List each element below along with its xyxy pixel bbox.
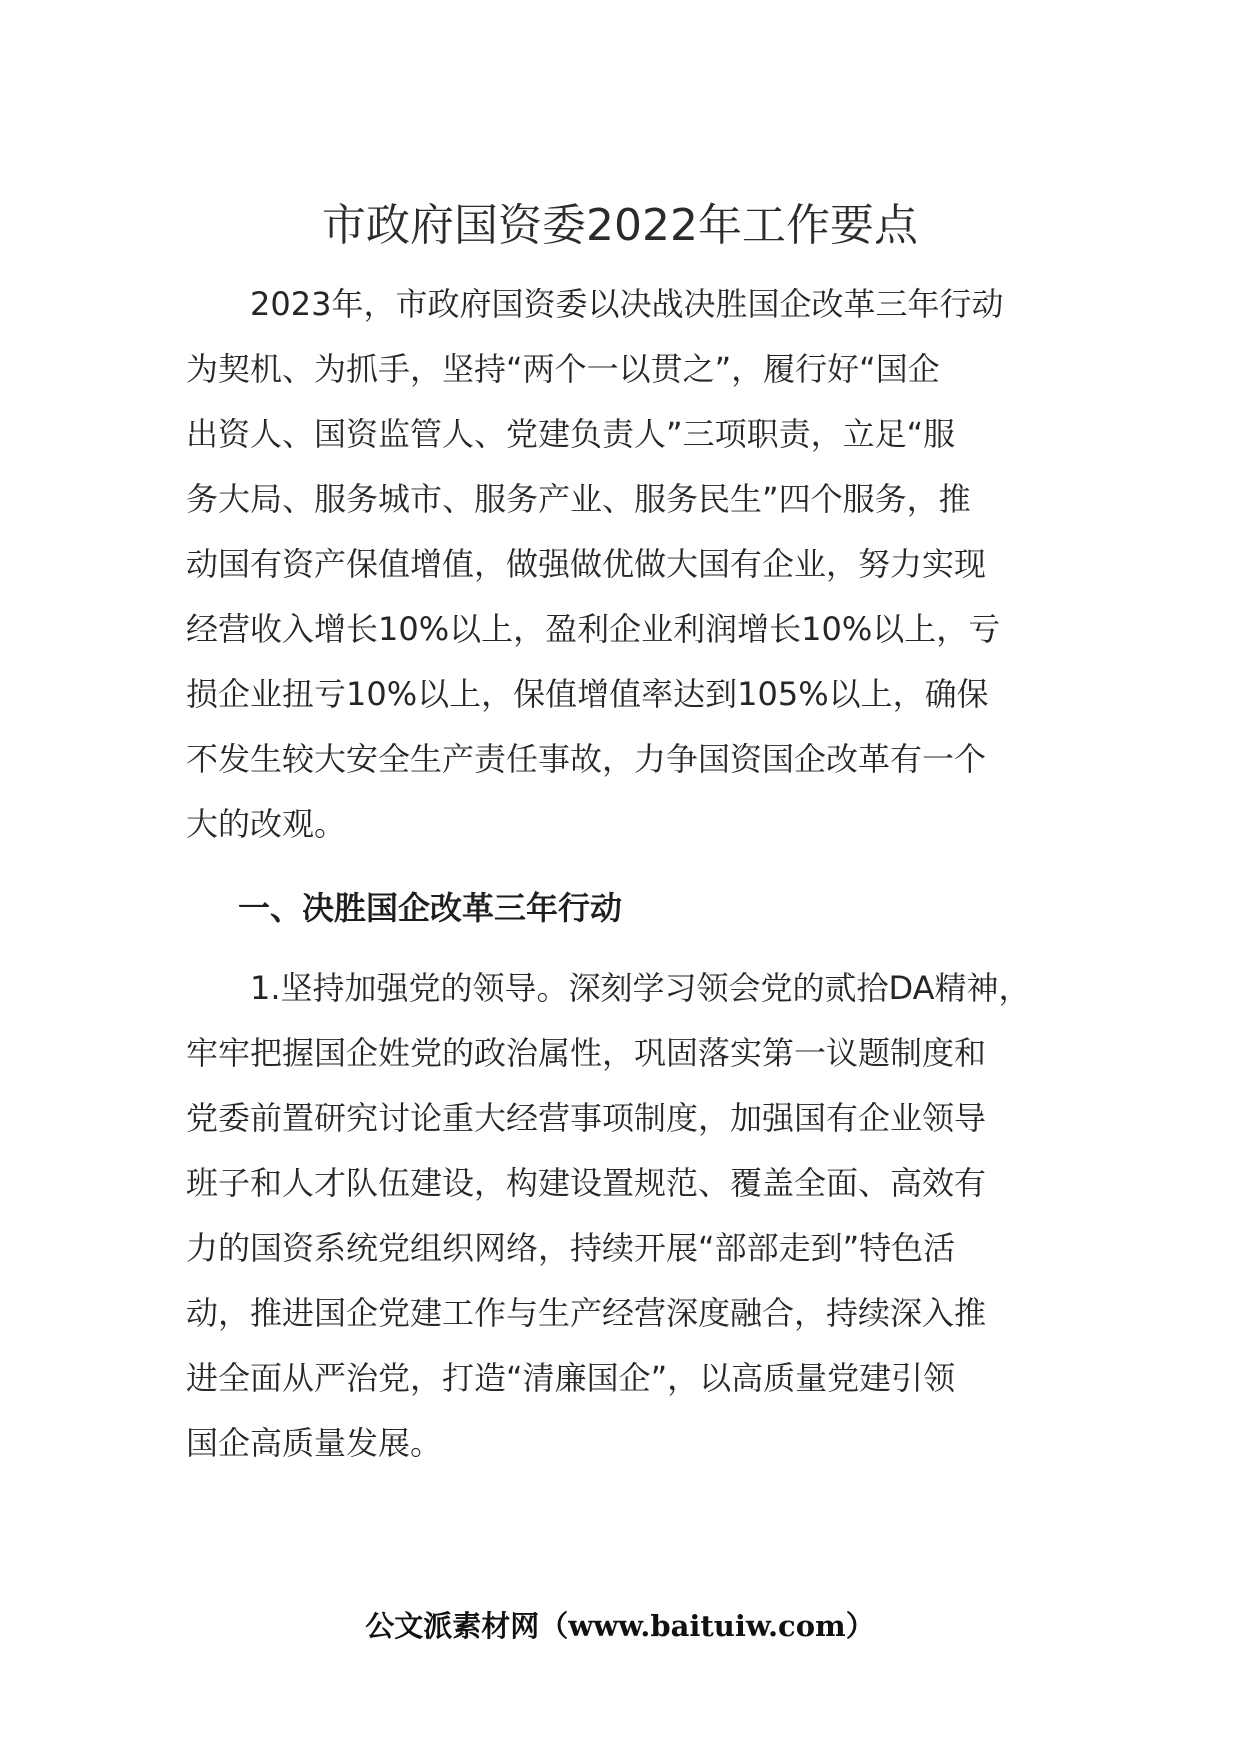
footer-watermark: 公文派素材网（www.baituiw.com） <box>365 1609 875 1643</box>
item1-paragraph <box>186 956 1054 1476</box>
paragraph-line: 牢牢把握国企姓党的政治属性，巩固落实第一议题制度和 <box>186 1034 987 1072</box>
paragraph-line: 务大局、服务城市、服务产业、服务民生”四个服务，推 <box>186 480 971 518</box>
paragraph-line: 为契机、为抓手，坚持“两个一以贯之”，履行好“国企 <box>186 350 940 388</box>
document-title: 市政府国资委2022年工作要点 <box>322 200 918 251</box>
paragraph-line: 力的国资系统党组织网络，持续开展“部部走到”特色活 <box>186 1229 956 1267</box>
paragraph-line: 党委前置研究讨论重大经营事项制度，加强国有企业领导 <box>186 1099 987 1137</box>
paragraph-line: 出资人、国资监管人、党建负责人”三项职责，立足“服 <box>186 415 956 453</box>
paragraph-line: 经营收入增长10%以上，盈利企业利润增长10%以上，亏 <box>186 610 1001 648</box>
paragraph-line: 不发生较大安全生产责任事故，力争国资国企改革有一个 <box>186 740 987 778</box>
paragraph-line: 班子和人才队伍建设，构建设置规范、覆盖全面、高效有 <box>186 1164 987 1202</box>
paragraph-line: 动国有资产保值增值，做强做优做大国有企业，努力实现 <box>186 545 987 583</box>
paragraph-line: 损企业扭亏10%以上，保值增值率达到105%以上，确保 <box>186 675 989 713</box>
intro-paragraph <box>186 272 1054 857</box>
paragraph-line: 2023年，市政府国资委以决战决胜国企改革三年行动 <box>186 285 1004 323</box>
paragraph-line: 1.坚持加强党的领导。深刻学习领会党的贰拾DA精神， <box>186 969 1031 1007</box>
paragraph-line: 大的改观。 <box>186 805 347 843</box>
paragraph-line: 进全面从严治党，打造“清廉国企”，以高质量党建引领 <box>186 1359 956 1397</box>
paragraph-line: 动，推进国企党建工作与生产经营深度融合，持续深入推 <box>186 1294 987 1332</box>
paragraph-line: 国企高质量发展。 <box>186 1424 443 1462</box>
section-heading: 一、决胜国企改革三年行动 <box>238 889 623 927</box>
